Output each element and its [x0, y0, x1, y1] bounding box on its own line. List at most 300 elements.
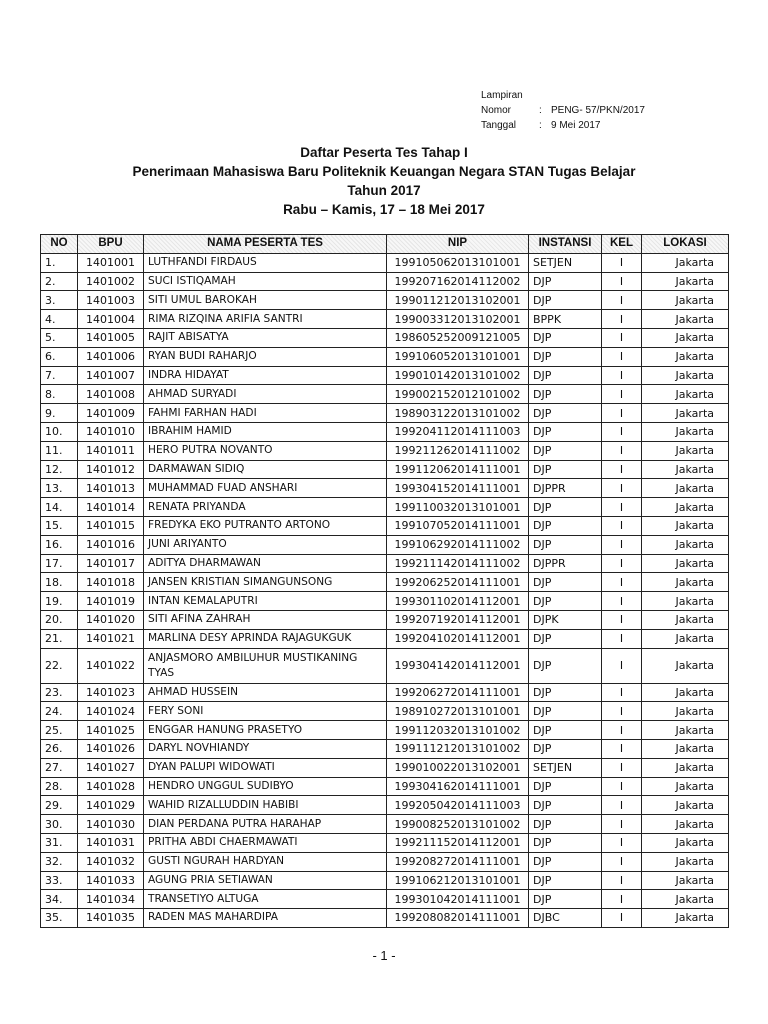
- cell-bpu: 1401028: [78, 777, 144, 796]
- cell-lokasi: Jakarta: [642, 253, 729, 272]
- table-row: [41, 291, 729, 310]
- cell-nama: MUHAMMAD FUAD ANSHARI: [144, 479, 387, 498]
- table-row: [41, 253, 729, 272]
- cell-no: 13.: [41, 479, 78, 498]
- cell-lokasi: Jakarta: [642, 328, 729, 347]
- table-row: [41, 516, 729, 535]
- cell-nip: 199003312013102001: [387, 310, 529, 329]
- cell-bpu: 1401003: [78, 291, 144, 310]
- cell-nama: MARLINA DESY APRINDA RAJAGUKGUK: [144, 629, 387, 648]
- table-row: [41, 328, 729, 347]
- cell-nama: SITI UMUL BAROKAH: [144, 291, 387, 310]
- document-title-block: [0, 143, 768, 219]
- cell-no: 16.: [41, 535, 78, 554]
- cell-nip: 199304162014111001: [387, 777, 529, 796]
- cell-nama: INTAN KEMALAPUTRI: [144, 592, 387, 611]
- cell-nip: 199010142013101002: [387, 366, 529, 385]
- cell-kel: I: [602, 702, 642, 721]
- cell-nip: 199208272014111001: [387, 852, 529, 871]
- cell-bpu: 1401009: [78, 404, 144, 423]
- cell-instansi: DJP: [529, 291, 602, 310]
- cell-instansi: DJP: [529, 516, 602, 535]
- title-line-1: Daftar Peserta Tes Tahap I: [300, 145, 468, 160]
- cell-nama: IBRAHIM HAMID: [144, 422, 387, 441]
- lampiran-block: [481, 88, 645, 133]
- cell-nip: 199211262014111002: [387, 441, 529, 460]
- cell-bpu: 1401004: [78, 310, 144, 329]
- table-row: [41, 758, 729, 777]
- table-row: [41, 554, 729, 573]
- cell-nama: HERO PUTRA NOVANTO: [144, 441, 387, 460]
- cell-no: 18.: [41, 573, 78, 592]
- cell-nip: 199110032013101001: [387, 498, 529, 517]
- cell-lokasi: Jakarta: [642, 516, 729, 535]
- cell-nama: GUSTI NGURAH HARDYAN: [144, 852, 387, 871]
- cell-bpu: 1401016: [78, 535, 144, 554]
- cell-kel: I: [602, 758, 642, 777]
- tanggal-value: 9 Mei 2017: [551, 120, 601, 131]
- cell-bpu: 1401032: [78, 852, 144, 871]
- nomor-separator: :: [539, 105, 542, 116]
- cell-kel: I: [602, 721, 642, 740]
- title-line-3: Tahun 2017: [347, 183, 421, 198]
- cell-lokasi: Jakarta: [642, 573, 729, 592]
- cell-instansi: DJP: [529, 833, 602, 852]
- cell-no: 33.: [41, 871, 78, 890]
- cell-instansi: DJP: [529, 347, 602, 366]
- cell-lokasi: Jakarta: [642, 629, 729, 648]
- cell-no: 22.: [41, 648, 78, 683]
- table-row: [41, 833, 729, 852]
- table-row: [41, 310, 729, 329]
- cell-nip: 199207192014112001: [387, 610, 529, 629]
- cell-nip: 199206252014111001: [387, 573, 529, 592]
- table-header-row: [41, 235, 729, 254]
- cell-no: 17.: [41, 554, 78, 573]
- cell-bpu: 1401030: [78, 815, 144, 834]
- cell-lokasi: Jakarta: [642, 739, 729, 758]
- cell-lokasi: Jakarta: [642, 460, 729, 479]
- cell-instansi: DJP: [529, 422, 602, 441]
- cell-instansi: DJP: [529, 629, 602, 648]
- cell-nama: FAHMI FARHAN HADI: [144, 404, 387, 423]
- tanggal-separator: :: [539, 120, 542, 131]
- cell-nip: 199111212013101002: [387, 739, 529, 758]
- cell-no: 32.: [41, 852, 78, 871]
- cell-nama: RAJIT ABISATYA: [144, 328, 387, 347]
- cell-no: 6.: [41, 347, 78, 366]
- cell-instansi: DJP: [529, 721, 602, 740]
- cell-bpu: 1401011: [78, 441, 144, 460]
- cell-kel: I: [602, 815, 642, 834]
- cell-no: 31.: [41, 833, 78, 852]
- header-lokasi: LOKASI: [642, 235, 729, 254]
- cell-lokasi: Jakarta: [642, 347, 729, 366]
- cell-no: 9.: [41, 404, 78, 423]
- cell-no: 34.: [41, 890, 78, 909]
- cell-kel: I: [602, 291, 642, 310]
- cell-kel: I: [602, 890, 642, 909]
- cell-instansi: DJP: [529, 702, 602, 721]
- nomor-row: [481, 103, 645, 118]
- table-row: [41, 592, 729, 611]
- cell-instansi: DJPPR: [529, 479, 602, 498]
- lampiran-title: Lampiran: [481, 90, 523, 101]
- cell-bpu: 1401033: [78, 871, 144, 890]
- cell-lokasi: Jakarta: [642, 404, 729, 423]
- cell-bpu: 1401001: [78, 253, 144, 272]
- cell-instansi: SETJEN: [529, 253, 602, 272]
- cell-lokasi: Jakarta: [642, 777, 729, 796]
- cell-bpu: 1401019: [78, 592, 144, 611]
- cell-no: 35.: [41, 909, 78, 928]
- table-row: [41, 871, 729, 890]
- page-number: - 1 -: [372, 948, 396, 963]
- cell-bpu: 1401002: [78, 272, 144, 291]
- cell-lokasi: Jakarta: [642, 535, 729, 554]
- cell-kel: I: [602, 739, 642, 758]
- cell-nip: 199205042014111003: [387, 796, 529, 815]
- cell-instansi: DJPPR: [529, 554, 602, 573]
- cell-nip: 199010022013102001: [387, 758, 529, 777]
- cell-nip: 199304142014112001: [387, 648, 529, 683]
- header-instansi: INSTANSI: [529, 235, 602, 254]
- cell-no: 15.: [41, 516, 78, 535]
- cell-instansi: SETJEN: [529, 758, 602, 777]
- table-row: [41, 852, 729, 871]
- cell-lokasi: Jakarta: [642, 498, 729, 517]
- title-line-4: Rabu – Kamis, 17 – 18 Mei 2017: [283, 202, 485, 217]
- cell-instansi: DJP: [529, 385, 602, 404]
- cell-bpu: 1401025: [78, 721, 144, 740]
- cell-nip: 199204102014112001: [387, 629, 529, 648]
- cell-bpu: 1401012: [78, 460, 144, 479]
- table-row: [41, 404, 729, 423]
- table-row: [41, 347, 729, 366]
- cell-no: 4.: [41, 310, 78, 329]
- cell-lokasi: Jakarta: [642, 479, 729, 498]
- cell-nip: 199207162014112002: [387, 272, 529, 291]
- cell-instansi: DJP: [529, 683, 602, 702]
- cell-nip: 199206272014111001: [387, 683, 529, 702]
- cell-nama: DYAN PALUPI WIDOWATI: [144, 758, 387, 777]
- cell-instansi: DJP: [529, 648, 602, 683]
- cell-instansi: DJP: [529, 739, 602, 758]
- cell-bpu: 1401024: [78, 702, 144, 721]
- title-line-2: Penerimaan Mahasiswa Baru Politeknik Keuangan Negara STAN Tugas Belajar: [132, 164, 636, 179]
- cell-bpu: 1401005: [78, 328, 144, 347]
- cell-kel: I: [602, 310, 642, 329]
- cell-nama: FREDYKA EKO PUTRANTO ARTONO: [144, 516, 387, 535]
- cell-lokasi: Jakarta: [642, 721, 729, 740]
- cell-lokasi: Jakarta: [642, 610, 729, 629]
- cell-no: 10.: [41, 422, 78, 441]
- cell-nip: 199301042014111001: [387, 890, 529, 909]
- cell-nama: AGUNG PRIA SETIAWAN: [144, 871, 387, 890]
- cell-kel: I: [602, 422, 642, 441]
- cell-instansi: DJP: [529, 328, 602, 347]
- cell-instansi: DJBC: [529, 909, 602, 928]
- cell-nip: 199112032013101002: [387, 721, 529, 740]
- cell-bpu: 1401034: [78, 890, 144, 909]
- cell-nip: 199112062014111001: [387, 460, 529, 479]
- cell-no: 27.: [41, 758, 78, 777]
- cell-lokasi: Jakarta: [642, 554, 729, 573]
- cell-bpu: 1401023: [78, 683, 144, 702]
- cell-kel: I: [602, 777, 642, 796]
- cell-nip: 199204112014111003: [387, 422, 529, 441]
- cell-nama: RIMA RIZQINA ARIFIA SANTRI: [144, 310, 387, 329]
- cell-nip: 199211152014112001: [387, 833, 529, 852]
- cell-lokasi: Jakarta: [642, 648, 729, 683]
- cell-instansi: DJP: [529, 404, 602, 423]
- cell-nama: RADEN MAS MAHARDIPA: [144, 909, 387, 928]
- table-row: [41, 909, 729, 928]
- tanggal-label: Tanggal: [481, 120, 517, 131]
- table-row: [41, 479, 729, 498]
- cell-lokasi: Jakarta: [642, 291, 729, 310]
- cell-nama: RYAN BUDI RAHARJO: [144, 347, 387, 366]
- cell-nip: 199011212013102001: [387, 291, 529, 310]
- cell-bpu: 1401008: [78, 385, 144, 404]
- table-row: [41, 683, 729, 702]
- header-no: NO: [41, 235, 78, 254]
- cell-nama: LUTHFANDI FIRDAUS: [144, 253, 387, 272]
- table-row: [41, 535, 729, 554]
- cell-kel: I: [602, 479, 642, 498]
- cell-nama: TRANSETIYO ALTUGA: [144, 890, 387, 909]
- tanggal-row: [481, 118, 645, 133]
- cell-instansi: BPPK: [529, 310, 602, 329]
- cell-bpu: 1401031: [78, 833, 144, 852]
- cell-instansi: DJP: [529, 777, 602, 796]
- cell-kel: I: [602, 385, 642, 404]
- cell-no: 24.: [41, 702, 78, 721]
- cell-bpu: 1401014: [78, 498, 144, 517]
- header-nip: NIP: [387, 235, 529, 254]
- cell-nama: SITI AFINA ZAHRAH: [144, 610, 387, 629]
- cell-kel: I: [602, 498, 642, 517]
- cell-nama: ADITYA DHARMAWAN: [144, 554, 387, 573]
- cell-lokasi: Jakarta: [642, 385, 729, 404]
- cell-lokasi: Jakarta: [642, 815, 729, 834]
- cell-no: 21.: [41, 629, 78, 648]
- cell-lokasi: Jakarta: [642, 909, 729, 928]
- nomor-label: Nomor: [481, 105, 512, 116]
- cell-nama: WAHID RIZALLUDDIN HABIBI: [144, 796, 387, 815]
- table-row: [41, 890, 729, 909]
- cell-nip: 199002152012101002: [387, 385, 529, 404]
- cell-no: 19.: [41, 592, 78, 611]
- cell-bpu: 1401035: [78, 909, 144, 928]
- cell-nama: SUCI ISTIQAMAH: [144, 272, 387, 291]
- cell-bpu: 1401017: [78, 554, 144, 573]
- table-row: [41, 721, 729, 740]
- cell-nama: ENGGAR HANUNG PRASETYO: [144, 721, 387, 740]
- cell-lokasi: Jakarta: [642, 272, 729, 291]
- cell-kel: I: [602, 253, 642, 272]
- cell-kel: I: [602, 441, 642, 460]
- cell-nip: 198910272013101001: [387, 702, 529, 721]
- cell-kel: I: [602, 573, 642, 592]
- table-row: [41, 498, 729, 517]
- cell-lokasi: Jakarta: [642, 796, 729, 815]
- cell-nip: 199106052013101001: [387, 347, 529, 366]
- cell-nip: 199008252013101002: [387, 815, 529, 834]
- cell-no: 11.: [41, 441, 78, 460]
- cell-kel: I: [602, 554, 642, 573]
- cell-kel: I: [602, 833, 642, 852]
- cell-kel: I: [602, 871, 642, 890]
- table-row: [41, 422, 729, 441]
- cell-nama: INDRA HIDAYAT: [144, 366, 387, 385]
- cell-bpu: 1401026: [78, 739, 144, 758]
- table-row: [41, 629, 729, 648]
- cell-bpu: 1401021: [78, 629, 144, 648]
- cell-nama: HENDRO UNGGUL SUDIBYO: [144, 777, 387, 796]
- cell-kel: I: [602, 610, 642, 629]
- cell-instansi: DJP: [529, 796, 602, 815]
- cell-nama: DARYL NOVHIANDY: [144, 739, 387, 758]
- cell-kel: I: [602, 404, 642, 423]
- header-kel: KEL: [602, 235, 642, 254]
- table-row: [41, 573, 729, 592]
- cell-nip: 199106292014111002: [387, 535, 529, 554]
- cell-no: 14.: [41, 498, 78, 517]
- cell-instansi: DJP: [529, 815, 602, 834]
- cell-nip: 199106212013101001: [387, 871, 529, 890]
- cell-instansi: DJP: [529, 441, 602, 460]
- cell-kel: I: [602, 909, 642, 928]
- cell-lokasi: Jakarta: [642, 683, 729, 702]
- table-row: [41, 385, 729, 404]
- cell-instansi: DJP: [529, 890, 602, 909]
- cell-instansi: DJP: [529, 535, 602, 554]
- cell-nama: DIAN PERDANA PUTRA HARAHAP: [144, 815, 387, 834]
- cell-lokasi: Jakarta: [642, 758, 729, 777]
- table-row: [41, 366, 729, 385]
- cell-lokasi: Jakarta: [642, 422, 729, 441]
- cell-lokasi: Jakarta: [642, 702, 729, 721]
- cell-instansi: DJP: [529, 366, 602, 385]
- cell-lokasi: Jakarta: [642, 441, 729, 460]
- cell-nama: PRITHA ABDI CHAERMAWATI: [144, 833, 387, 852]
- cell-instansi: DJP: [529, 592, 602, 611]
- table-row: [41, 777, 729, 796]
- cell-lokasi: Jakarta: [642, 592, 729, 611]
- cell-no: 30.: [41, 815, 78, 834]
- table-row: [41, 796, 729, 815]
- cell-nama: DARMAWAN SIDIQ: [144, 460, 387, 479]
- cell-no: 8.: [41, 385, 78, 404]
- cell-bpu: 1401015: [78, 516, 144, 535]
- cell-no: 3.: [41, 291, 78, 310]
- cell-no: 29.: [41, 796, 78, 815]
- cell-no: 20.: [41, 610, 78, 629]
- participants-table: [40, 234, 729, 928]
- cell-kel: I: [602, 535, 642, 554]
- cell-bpu: 1401020: [78, 610, 144, 629]
- cell-instansi: DJPK: [529, 610, 602, 629]
- cell-lokasi: Jakarta: [642, 852, 729, 871]
- cell-nip: 199208082014111001: [387, 909, 529, 928]
- cell-nama: JANSEN KRISTIAN SIMANGUNSONG: [144, 573, 387, 592]
- table-row: [41, 739, 729, 758]
- cell-bpu: 1401018: [78, 573, 144, 592]
- cell-instansi: DJP: [529, 272, 602, 291]
- table-row: [41, 460, 729, 479]
- cell-lokasi: Jakarta: [642, 833, 729, 852]
- cell-kel: I: [602, 629, 642, 648]
- cell-no: 28.: [41, 777, 78, 796]
- cell-lokasi: Jakarta: [642, 310, 729, 329]
- cell-nama: JUNI ARIYANTO: [144, 535, 387, 554]
- cell-no: 5.: [41, 328, 78, 347]
- cell-instansi: DJP: [529, 573, 602, 592]
- table-row: [41, 272, 729, 291]
- cell-nip: 199304152014111001: [387, 479, 529, 498]
- cell-no: 2.: [41, 272, 78, 291]
- table-row: [41, 648, 729, 683]
- cell-kel: I: [602, 516, 642, 535]
- cell-no: 25.: [41, 721, 78, 740]
- header-nama: NAMA PESERTA TES: [144, 235, 387, 254]
- table-row: [41, 702, 729, 721]
- cell-no: 26.: [41, 739, 78, 758]
- header-bpu: BPU: [78, 235, 144, 254]
- cell-instansi: DJP: [529, 498, 602, 517]
- cell-nama: FERY SONI: [144, 702, 387, 721]
- cell-instansi: DJP: [529, 460, 602, 479]
- cell-nip: 199105062013101001: [387, 253, 529, 272]
- cell-nip: 199301102014112001: [387, 592, 529, 611]
- cell-instansi: DJP: [529, 852, 602, 871]
- cell-kel: I: [602, 272, 642, 291]
- cell-kel: I: [602, 592, 642, 611]
- cell-bpu: 1401022: [78, 648, 144, 683]
- cell-nip: 199107052014111001: [387, 516, 529, 535]
- nomor-value: PENG- 57/PKN/2017: [551, 105, 645, 116]
- cell-bpu: 1401029: [78, 796, 144, 815]
- cell-bpu: 1401013: [78, 479, 144, 498]
- cell-no: 7.: [41, 366, 78, 385]
- table-body: [41, 253, 729, 927]
- cell-bpu: 1401027: [78, 758, 144, 777]
- cell-nama: AHMAD SURYADI: [144, 385, 387, 404]
- cell-nip: 199211142014111002: [387, 554, 529, 573]
- cell-kel: I: [602, 796, 642, 815]
- cell-kel: I: [602, 648, 642, 683]
- cell-no: 12.: [41, 460, 78, 479]
- cell-kel: I: [602, 366, 642, 385]
- table-row: [41, 441, 729, 460]
- cell-lokasi: Jakarta: [642, 890, 729, 909]
- cell-kel: I: [602, 460, 642, 479]
- cell-kel: I: [602, 347, 642, 366]
- cell-nama: RENATA PRIYANDA: [144, 498, 387, 517]
- table-row: [41, 610, 729, 629]
- cell-nama: ANJASMORO AMBILUHUR MUSTIKANING TYAS: [144, 648, 387, 683]
- cell-nip: 198605252009121005: [387, 328, 529, 347]
- cell-no: 23.: [41, 683, 78, 702]
- cell-instansi: DJP: [529, 871, 602, 890]
- cell-nama: AHMAD HUSSEIN: [144, 683, 387, 702]
- cell-kel: I: [602, 328, 642, 347]
- cell-kel: I: [602, 852, 642, 871]
- cell-bpu: 1401010: [78, 422, 144, 441]
- cell-bpu: 1401006: [78, 347, 144, 366]
- cell-lokasi: Jakarta: [642, 366, 729, 385]
